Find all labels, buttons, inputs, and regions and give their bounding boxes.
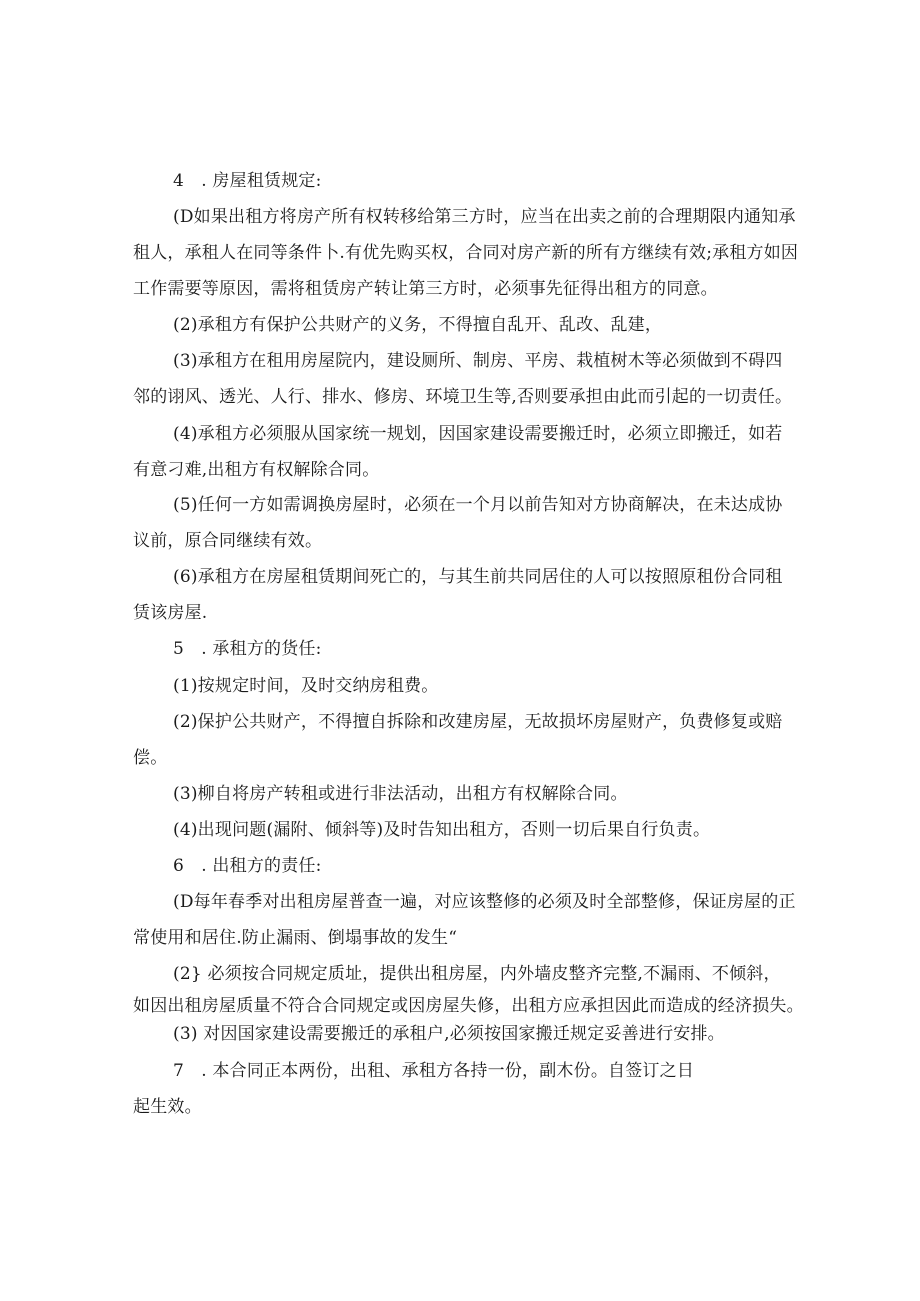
paragraph-line: (4)承租方必须服从国家统一规划，因国家建设需要搬迁时，必须立即搬迁，如若	[173, 424, 783, 444]
paragraph-line: 有意刁难,出租方有权解除合同。	[133, 460, 380, 480]
section-heading-6: 6 . 出租方的责任:	[173, 856, 322, 876]
paragraph-line: 赁该房屋.	[133, 603, 208, 623]
paragraph-line: (2)保护公共财产，不得擅自拆除和改建房屋，无故损坏房屋财产，负费修复或赔	[173, 712, 783, 732]
paragraph-line: (D如果出租方将房产所有权转移给第三方时，应当在出卖之前的合理期限内通知承	[173, 207, 796, 227]
paragraph-line: 议前，原合同继续有效。	[133, 531, 323, 551]
section-heading-5: 5 . 承租方的货任:	[173, 639, 322, 659]
paragraph-line: (D每年春季对出租房屋普查一遍，对应该整修的必须及时全部整修，保证房屋的正	[173, 892, 796, 912]
paragraph-line: (3)承租方在租用房屋院内，建设厕所、制房、平房、栽植树木等必须做到不碍四	[173, 351, 783, 371]
paragraph-line: (2} 必须按合同规定质址，提供出租房屋，内外墙皮整齐完整,不漏雨、不倾斜，	[173, 964, 781, 984]
section-heading-7: 7 . 本合同正本两份，出租、承租方各持一份，副木份。自签订之日	[173, 1061, 695, 1081]
paragraph-line: 邻的诩风、透光、人行、排水、修房、环境卫生等,否则要承担由此而引起的一切责任。	[133, 387, 793, 407]
paragraph-line: 起生效。	[133, 1097, 202, 1117]
paragraph-line: (2)承租方有保护公共财产的义务，不得擅自乱开、乱改、乱建，	[173, 315, 663, 335]
paragraph-line: 如因出租房屋质量不符合合同规定或因房屋失修，出租方应承担因此而造成的经济损失。	[133, 996, 804, 1016]
paragraph-line: 租人，承租人在同等条件卜.有优先购买权，合同对房产新的所有方继续有效;承租方如因	[133, 243, 799, 263]
paragraph-line: (3) 对因国家建设需要搬迁的承租户,必须按国家搬迁规定妥善进行安排。	[173, 1024, 725, 1044]
paragraph-line: (4)出现问题(漏附、倾斜等)及时告知出租方，否则一切后果自行负责。	[173, 820, 711, 840]
paragraph-line: 工作需要等原因，需将租赁房产转让第三方时，必须事先征得出租方的同意。	[133, 279, 718, 299]
paragraph-line: 常使用和居住.防止漏雨、倒塌事故的发生“	[133, 928, 458, 948]
section-heading-4: 4 . 房屋租赁规定:	[173, 171, 322, 191]
paragraph-line: 偿。	[133, 748, 168, 768]
paragraph-line: (5)任何一方如需调换房屋时，必须在一个月以前告知对方协商解决，在未达成协	[173, 495, 783, 515]
paragraph-line: (1)按规定时间，及时交纳房租费。	[173, 676, 439, 696]
paragraph-line: (3)柳自将房产转租或进行非法活动，出租方有权解除合同。	[173, 784, 628, 804]
paragraph-line: (6)承租方在房屋租赁期间死亡的，与其生前共同居住的人可以按照原租份合同租	[173, 567, 783, 587]
